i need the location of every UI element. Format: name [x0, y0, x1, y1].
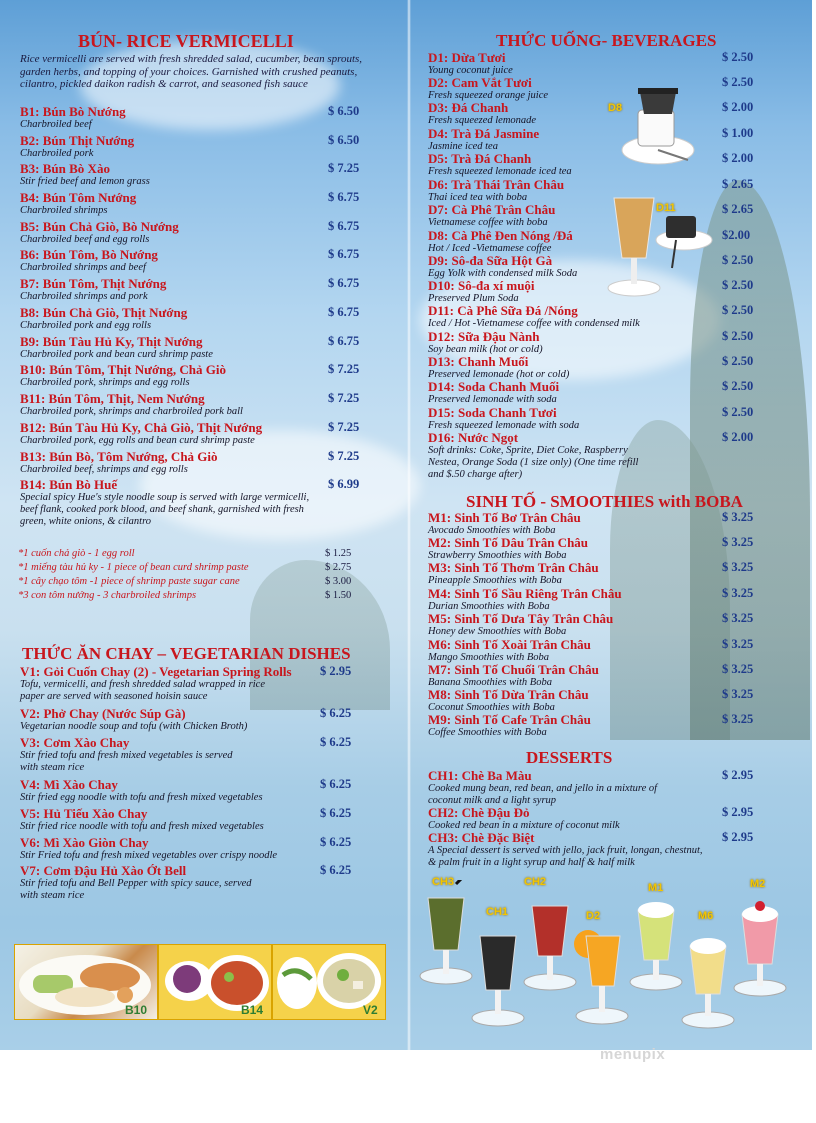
smoothie-item-description: Banana Smoothies with Boba	[428, 677, 552, 688]
beverage-item-price: $2.00	[722, 228, 751, 242]
vegetarian-item-price: $ 2.95	[320, 664, 352, 678]
smoothies-section-title: SINH TỐ - SMOOTHIES with BOBA	[466, 492, 743, 511]
tag-ch1: CH1	[486, 906, 509, 918]
beverage-item-description: Preserved lemonade with soda	[428, 394, 557, 405]
tag-d8: D8	[608, 102, 623, 114]
watermark-text: menupix	[600, 1046, 666, 1063]
bun-item-name: B8: Bún Chả Giò, Thịt Nướng	[20, 305, 188, 320]
vegetarian-item-name: V5: Hủ Tiếu Xào Chay	[20, 806, 148, 821]
beverage-item-price: $ 2.50	[722, 379, 754, 393]
bun-item-name: B5: Bún Chả Giò, Bò Nướng	[20, 219, 179, 234]
vegetarian-item-name: V4: Mì Xào Chay	[20, 777, 118, 792]
vegetarian-item-price: $ 6.25	[320, 735, 352, 749]
vegetarian-item-price: $ 6.25	[320, 706, 352, 720]
smoothie-item-price: $ 3.25	[722, 637, 754, 651]
tag-m6: M6	[698, 910, 714, 922]
vegetarian-item-name: V6: Mì Xào Giòn Chay	[20, 835, 149, 850]
beverage-item-price: $ 2.50	[722, 253, 754, 267]
tag-ch2: CH2	[524, 876, 547, 888]
smoothie-item-name: M8: Sinh Tố Dừa Trân Châu	[428, 687, 589, 702]
beverage-item-description: Soft drinks: Coke, Sprite, Diet Coke, Raspberry Nestea, Orange Soda (1 size only) (One time refill and $.50 charge after)	[428, 445, 639, 480]
bun-item-description: Special spicy Hue's style noodle soup is served with large vermicelli, beef flank, cooked pork blood, and beef shank, garnished with fresh green, white onions, & cilantro	[20, 492, 310, 527]
beverage-item-description: Thai iced tea with boba	[428, 192, 528, 203]
beverage-item-description: Preserved Plum Soda	[428, 293, 519, 304]
bun-item-price: $ 6.75	[328, 276, 360, 290]
beverage-item-price: $ 2.50	[722, 50, 754, 64]
smoothie-item-description: Durian Smoothies with Boba	[428, 601, 550, 612]
bun-item-price: $ 6.50	[328, 104, 360, 118]
beverage-item-description: Jasmine iced tea	[428, 141, 498, 152]
dessert-item-description: Cooked red bean in a mixture of coconut milk	[428, 820, 620, 831]
photo-b14	[158, 944, 272, 1020]
smoothie-item-name: M3: Sinh Tố Thơm Trân Châu	[428, 560, 599, 575]
beverage-item-price: $ 2.00	[722, 430, 754, 444]
bun-extra-item: *1 cuốn chả giò - 1 egg roll	[18, 548, 135, 559]
bun-item-description: Charbroiled shrimps and pork	[20, 291, 148, 302]
bun-item-name: B13: Bún Bò, Tôm Nướng, Chả Giò	[20, 449, 218, 464]
dessert-item-price: $ 2.95	[722, 830, 754, 844]
beverage-item-description: Egg Yolk with condensed milk Soda	[428, 268, 578, 279]
beverage-item-price: $ 2.50	[722, 354, 754, 368]
bun-item-description: Charbroiled pork and bean curd shrimp paste	[20, 349, 213, 360]
beverage-item-price: $ 2.50	[722, 303, 754, 317]
photo-v2-label: V2	[363, 1003, 378, 1017]
vegetarian-item-price: $ 6.25	[320, 835, 352, 849]
bun-item-name: B4: Bún Tôm Nướng	[20, 190, 137, 205]
bun-item-price: $ 6.50	[328, 133, 360, 147]
beverage-item-description: Young coconut juice	[428, 65, 513, 76]
bun-item-description: Charbroiled beef	[20, 119, 92, 130]
bun-section-title: BÚN- RICE VERMICELLI	[78, 31, 294, 51]
vegetarian-item-price: $ 6.25	[320, 863, 352, 877]
dessert-glasses-illustration	[416, 880, 812, 1030]
beverage-item-description: Hot / Iced -Vietnamese coffee	[428, 243, 552, 254]
smoothie-item-name: M1: Sinh Tố Bơ Trân Châu	[428, 510, 581, 525]
vegetarian-item-name: V3: Cơm Xào Chay	[20, 735, 130, 750]
beverage-item-name: D1: Dừa Tươi	[428, 50, 506, 65]
page-fold	[407, 0, 411, 1050]
smoothie-item-price: $ 3.25	[722, 712, 754, 726]
vegetarian-item-name: V2: Phở Chay (Nước Súp Gà)	[20, 706, 186, 721]
smoothie-item-price: $ 3.25	[722, 662, 754, 676]
beverage-item-price: $ 2.50	[722, 75, 754, 89]
bun-extra-item: *1 miếng tàu hủ ky - 1 piece of bean curd shrimp paste	[18, 562, 249, 573]
tag-ch3-a: CH3	[432, 876, 455, 888]
bun-item-price: $ 6.75	[328, 219, 360, 233]
tag-d2: D2	[586, 910, 601, 922]
beverage-item-price: $ 2.50	[722, 329, 754, 343]
smoothie-item-name: M4: Sinh Tố Sầu Riêng Trân Châu	[428, 586, 622, 601]
photo-b10	[14, 944, 158, 1020]
beverage-item-name: D7: Cà Phê Trân Châu	[428, 202, 556, 217]
smoothie-item-description: Strawberry Smoothies with Boba	[428, 550, 567, 561]
beverage-item-price: $ 2.00	[722, 100, 754, 114]
beverage-item-description: Iced / Hot -Vietnamese coffee with condensed milk	[428, 318, 640, 329]
beverage-item-description: Fresh squeezed lemonade	[428, 115, 537, 126]
beverage-item-price: $ 1.00	[722, 126, 754, 140]
beverage-item-name: D2: Cam Vắt Tươi	[428, 75, 532, 90]
dessert-item-description: A Special dessert is served with jello, jack fruit, longan, chestnut, & palm fruit in a light syrup and half & half milk	[428, 845, 703, 868]
dessert-item-price: $ 2.95	[722, 805, 754, 819]
beverage-item-price: $ 2.65	[722, 202, 754, 216]
bun-item-description: Charbroiled beef, shrimps and egg rolls	[20, 464, 188, 475]
bun-item-name: B10: Bún Tôm, Thịt Nướng, Chả Giò	[20, 362, 226, 377]
bun-item-price: $ 7.25	[328, 391, 360, 405]
smoothie-item-name: M2: Sinh Tố Dâu Trân Châu	[428, 535, 589, 550]
photo-v2	[272, 944, 386, 1020]
beverage-item-name: D3: Đá Chanh	[428, 100, 509, 115]
bun-item-description: Charbroiled pork and egg rolls	[20, 320, 152, 331]
smoothie-item-price: $ 3.25	[722, 611, 754, 625]
bun-extra-item: *3 con tôm nướng - 3 charbroiled shrimps	[18, 590, 197, 601]
dessert-item-name: CH1: Chè Ba Màu	[428, 768, 532, 783]
vegetarian-section-title: THỨC ĂN CHAY – VEGETARIAN DISHES	[22, 644, 351, 663]
bun-extra-price: $ 1.50	[325, 590, 352, 601]
smoothie-item-description: Honey dew Smoothies with Boba	[428, 626, 567, 637]
bun-extra-price: $ 1.25	[325, 548, 352, 559]
beverage-item-price: $ 2.50	[722, 278, 754, 292]
dessert-item-price: $ 2.95	[722, 768, 754, 782]
vegetarian-item-description: Stir fried rice noodle with tofu and fresh mixed vegetables	[20, 821, 264, 832]
bun-item-name: B2: Bún Thịt Nướng	[20, 133, 135, 148]
bun-extra-item: *1 cây chạo tôm -1 piece of shrimp paste sugar cane	[18, 576, 240, 587]
vegetarian-item-price: $ 6.25	[320, 777, 352, 791]
beverage-item-name: D10: Sô-đa xí muội	[428, 278, 535, 293]
photo-b10-label: B10	[125, 1003, 148, 1017]
tag-m1: M1	[648, 882, 664, 894]
beverage-item-description: Fresh squeezed lemonade with soda	[428, 420, 580, 431]
bun-item-name: B11: Bún Tôm, Thịt, Nem Nướng	[20, 391, 205, 406]
photo-b14-label: B14	[241, 1003, 264, 1017]
bun-item-name: B7: Bún Tôm, Thịt Nướng	[20, 276, 167, 291]
smoothie-item-name: M7: Sinh Tố Chuối Trân Châu	[428, 662, 599, 677]
dessert-item-name: CH3: Chè Đặc Biệt	[428, 830, 535, 845]
beverage-item-price: $ 2.50	[722, 405, 754, 419]
smoothie-item-description: Coconut Smoothies with Boba	[428, 702, 555, 713]
bun-item-price: $ 7.25	[328, 449, 360, 463]
dessert-item-description: Cooked mung bean, red bean, and jello in a mixture of coconut milk and a light syrup	[428, 783, 658, 806]
beverage-item-description: Fresh squeezed lemonade iced tea	[428, 166, 572, 177]
beverage-item-name: D8: Cà Phê Đen Nóng /Đá	[428, 228, 573, 243]
smoothie-item-price: $ 3.25	[722, 510, 754, 524]
vegetarian-item-description: Stir Fried tofu and fresh mixed vegetables over crispy noodle	[20, 850, 278, 861]
smoothie-item-description: Coffee Smoothies with Boba	[428, 727, 547, 738]
beverage-item-price: $ 2.00	[722, 151, 754, 165]
bun-item-price: $ 6.75	[328, 190, 360, 204]
bun-item-price: $ 7.25	[328, 362, 360, 376]
bun-item-name: B3: Bún Bò Xào	[20, 161, 110, 176]
beverages-section-title: THỨC UỐNG- BEVERAGES	[496, 31, 717, 50]
bun-item-name: B9: Bún Tàu Hủ Ky, Thịt Nướng	[20, 334, 203, 349]
beverage-item-name: D16: Nước Ngọt	[428, 430, 519, 445]
beverage-item-name: D15: Soda Chanh Tươi	[428, 405, 557, 420]
smoothie-item-description: Avocado Smoothies with Boba	[428, 525, 556, 536]
beverage-item-price: $ 2.65	[722, 177, 754, 191]
bun-extra-price: $ 3.00	[325, 576, 352, 587]
bun-item-price: $ 6.75	[328, 334, 360, 348]
bun-item-price: $ 6.99	[328, 477, 360, 491]
bun-item-description: Charbroiled beef and egg rolls	[20, 234, 150, 245]
bun-item-description: Charbroiled pork, shrimps and charbroiled pork ball	[20, 406, 243, 417]
beverage-item-name: D14: Soda Chanh Muối	[428, 379, 560, 394]
smoothie-item-name: M5: Sinh Tố Dưa Tây Trân Châu	[428, 611, 614, 626]
bun-item-description: Charbroiled pork, shrimps and egg rolls	[20, 377, 190, 388]
vegetarian-item-description: Tofu, vermicelli, and fresh shredded salad wrapped in rice paper are served with seasoned hoisin sauce	[20, 679, 265, 702]
bun-item-name: B14: Bún Bò Huế	[20, 477, 118, 492]
desserts-section-title: DESSERTS	[526, 748, 613, 767]
bun-item-description: Charbroiled pork, egg rolls and bean curd shrimp paste	[20, 435, 255, 446]
beverage-item-description: Soy bean milk (hot or cold)	[428, 344, 543, 355]
beverage-item-name: D5: Trà Đá Chanh	[428, 151, 532, 166]
bun-item-description: Stir fried beef and lemon grass	[20, 176, 150, 187]
bun-item-price: $ 6.75	[328, 305, 360, 319]
bun-extra-price: $ 2.75	[325, 562, 352, 573]
tag-m2: M2	[750, 878, 766, 890]
beverage-item-description: Preserved lemonade (hot or cold)	[428, 369, 570, 380]
bun-item-price: $ 6.75	[328, 247, 360, 261]
beverage-item-name: D9: Sô-đa Sữa Hột Gà	[428, 253, 553, 268]
bun-item-name: B12: Bún Tàu Hủ Ky, Chả Giò, Thịt Nướng	[20, 420, 263, 435]
vegetarian-item-name: V7: Cơm Đậu Hủ Xào Ớt Bell	[20, 863, 187, 878]
beverage-item-name: D13: Chanh Muối	[428, 354, 529, 369]
vegetarian-item-price: $ 6.25	[320, 806, 352, 820]
bun-item-name: B1: Bún Bò Nướng	[20, 104, 126, 119]
beverage-item-name: D12: Sữa Đậu Nành	[428, 329, 540, 344]
bun-item-price: $ 7.25	[328, 161, 360, 175]
smoothie-item-name: M9: Sinh Tố Cafe Trân Châu	[428, 712, 591, 727]
bun-item-description: Charbroiled shrimps and beef	[20, 262, 146, 273]
bun-item-description: Charbroiled pork	[20, 148, 94, 159]
vegetarian-item-description: Stir fried tofu and fresh mixed vegetables is served with steam rice	[20, 750, 233, 773]
smoothie-item-description: Mango Smoothies with Boba	[428, 652, 550, 663]
bun-item-name: B6: Bún Tôm, Bò Nướng	[20, 247, 158, 262]
vegetarian-item-description: Stir fried egg noodle with tofu and fresh mixed vegetables	[20, 792, 263, 803]
smoothie-item-description: Pineapple Smoothies with Boba	[428, 575, 562, 586]
dessert-item-name: CH2: Chè Đậu Đỏ	[428, 805, 530, 820]
vegetarian-item-description: Vegetarian noodle soup and tofu (with Chicken Broth)	[20, 721, 248, 732]
beverage-item-name: D11: Cà Phê Sữa Đá /Nóng	[428, 303, 578, 318]
vegetarian-item-description: Stir fried tofu and Bell Pepper with spicy sauce, served with steam rice	[20, 878, 252, 901]
beverage-item-name: D4: Trà Đá Jasmine	[428, 126, 540, 141]
bun-intro: Rice vermicelli are served with fresh shredded salad, cucumber, bean sprouts, garden herbs, and topping of your choices. Garnished with crushed peanuts, cilantro, pickled daikon radish & carrot, and seasoned fish sauce	[20, 53, 363, 90]
smoothie-item-price: $ 3.25	[722, 560, 754, 574]
bun-item-description: Charbroiled shrimps	[20, 205, 108, 216]
bun-item-price: $ 7.25	[328, 420, 360, 434]
smoothie-item-price: $ 3.25	[722, 687, 754, 701]
smoothie-item-price: $ 3.25	[722, 535, 754, 549]
smoothie-item-name: M6: Sinh Tố Xoài Trân Châu	[428, 637, 591, 652]
beverage-item-description: Vietnamese coffee with boba	[428, 217, 548, 228]
vegetarian-item-name: V1: Gỏi Cuốn Chay (2) - Vegetarian Spring Rolls	[20, 664, 292, 679]
coffee-filter-illustration	[618, 84, 698, 174]
beverage-item-description: Fresh squeezed orange juice	[428, 90, 549, 101]
beverage-item-name: D6: Trà Thái Trân Châu	[428, 177, 565, 192]
tag-d11: D11	[656, 202, 676, 214]
smoothie-item-price: $ 3.25	[722, 586, 754, 600]
